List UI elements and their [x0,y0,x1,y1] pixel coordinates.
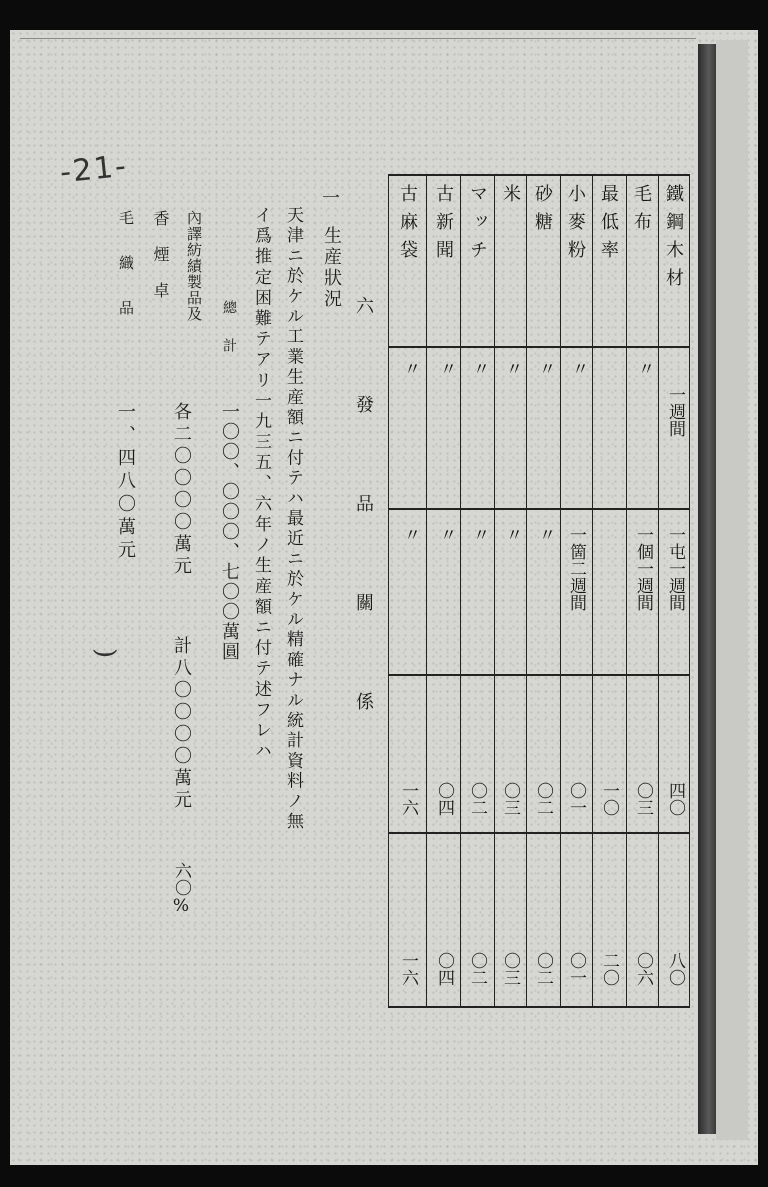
table-rule [388,674,690,676]
table-period-cell: 一個一週間 [633,526,653,611]
table-value-cell: 一〇 [599,782,619,816]
table-col-rule [526,174,527,1008]
table-rule [388,346,690,348]
table-period-cell: 〃 [535,360,555,377]
table-col-rule [426,174,427,1008]
page-number: -21- [58,148,130,191]
table-item-header: 古麻袋 [397,184,418,268]
breakdown-label: 內譯紡績製品及 [185,210,203,322]
table-top-rule [388,174,690,176]
table-item-header: 古新聞 [433,184,454,268]
table-value-cell: 〇三 [500,952,520,986]
percent-value: 六〇% [171,862,191,916]
table-value-cell: 二〇 [599,952,619,986]
table-period-cell: 〃 [535,526,555,543]
binding-spine [698,44,716,1134]
table-period-cell: 一箇二週間 [566,526,586,611]
table-col-rule [388,174,389,1008]
cigarette-label: 香煙卓 [151,210,170,318]
table-item-header: 小麥粉 [565,184,586,268]
table-value-cell: 〇二 [533,782,553,816]
table-period-cell: 〃 [469,526,489,543]
table-bottom-rule [388,1006,690,1008]
table-col-rule [494,174,495,1008]
body-line: イ爲推定困難テアリ一九三五、六年ノ生産額ニ付テ述フレハ [251,206,271,763]
table-value-cell: 〇三 [500,782,520,816]
table-col-rule [689,174,690,1008]
table-item-header: マッチ [467,184,488,268]
wool-label: 毛織品 [117,210,135,345]
each-value: 各二〇〇〇〇萬元 [171,402,192,578]
table-period-cell: 〃 [400,360,420,377]
table-period-cell: 〃 [568,360,588,377]
table-value-cell: 一六 [398,782,418,816]
table-value-cell: 〇二 [533,952,553,986]
table-period-cell: 一週間 [665,386,685,437]
table-period-cell: 〃 [502,526,522,543]
table-item-header: 米 [500,184,521,212]
subsection-title: 生産狀況 [321,226,342,310]
table-value-cell: 〇六 [633,952,653,986]
table-value-cell: 〇一 [566,782,586,816]
table-item-header: 鐵鋼木材 [663,184,684,296]
table-item-header: 最低率 [598,184,619,268]
table-period-cell: 〃 [436,360,456,377]
table-value-cell: 〇四 [434,952,454,986]
table-period-cell: 一屯一週間 [665,526,685,611]
table-col-rule [658,174,659,1008]
table-period-cell: 〃 [400,526,420,543]
rate-table [388,174,690,1008]
wool-value: 一、四八〇萬元 [115,402,136,563]
table-rule [388,832,690,834]
next-page-edge [716,40,748,1140]
table-rule [388,508,690,510]
body-line: 天津ニ於ケル工業生産額ニ付テハ最近ニ於ケル精確ナル統計資料ノ無 [283,206,303,833]
subsection-marker: 一 [319,188,340,206]
table-col-rule [460,174,461,1008]
section-heading: 六 發 品 關 係 [353,296,374,740]
table-value-cell: 八〇 [665,952,685,986]
table-value-cell: 〇二 [467,782,487,816]
table-value-cell: 〇二 [467,952,487,986]
sum-value: 計八〇〇〇〇萬元 [171,636,192,812]
table-item-header: 毛布 [631,184,652,240]
table-col-rule [592,174,593,1008]
table-period-cell: 〃 [469,360,489,377]
table-value-cell: 〇三 [633,782,653,816]
table-period-cell: 〃 [436,526,456,543]
top-rule [20,38,696,39]
table-col-rule [560,174,561,1008]
table-period-cell: 〃 [502,360,522,377]
table-value-cell: 四〇 [665,782,685,816]
total-label: 總計 [221,300,237,376]
table-value-cell: 一六 [398,952,418,986]
table-period-cell: 〃 [634,360,654,377]
table-value-cell: 〇四 [434,782,454,816]
total-value: 一〇〇、〇〇〇、七〇〇萬圓 [219,402,240,662]
table-col-rule [626,174,627,1008]
parenthesis-mark: ( [90,647,121,659]
table-item-header: 砂糖 [532,184,553,240]
table-value-cell: 〇一 [566,952,586,986]
